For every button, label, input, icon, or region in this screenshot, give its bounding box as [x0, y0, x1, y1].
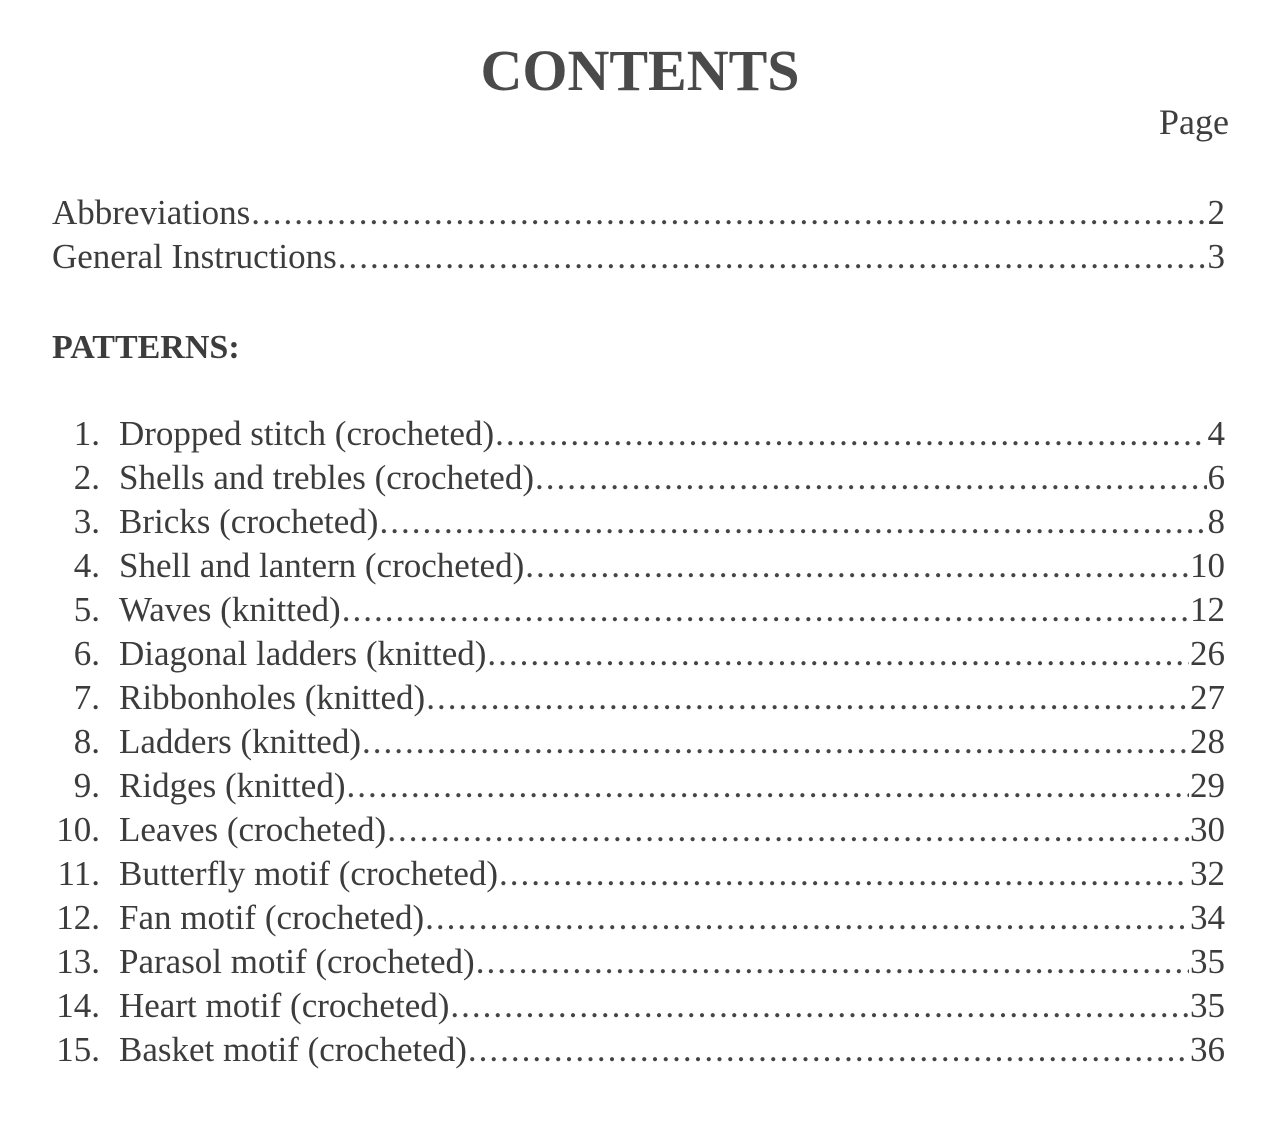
toc-entry-pattern[interactable] [0, 588, 1280, 632]
toc-entry-line [52, 235, 1225, 279]
toc-entry-number: 5. [73, 590, 100, 629]
toc-entry-page: 27 [1190, 678, 1225, 717]
toc-entry-number: 7. [73, 678, 100, 717]
toc-entry-title: Shells and trebles (crocheted) [119, 458, 534, 497]
toc-entry-number: 2. [73, 458, 100, 497]
toc-entry-line [119, 632, 1225, 676]
toc-entry-number: 15. [56, 1030, 100, 1069]
toc-entry-line [52, 191, 1225, 235]
toc-entry-page: 4 [1207, 414, 1225, 453]
toc-entry-title: General Instructions [52, 237, 337, 276]
toc-entry-title: Leaves (crocheted) [119, 810, 387, 849]
toc-entry-pattern[interactable] [0, 456, 1280, 500]
toc-entry-number: 14. [56, 986, 100, 1025]
toc-entry-line [119, 984, 1225, 1028]
toc-entry-page: 3 [1207, 237, 1225, 276]
toc-entry-number: 3. [73, 502, 100, 541]
toc-entry-line [119, 940, 1225, 984]
toc-entry-number: 10. [56, 810, 100, 849]
toc-entry-title: Dropped stitch (crocheted) [119, 414, 495, 453]
toc-entry-pattern[interactable] [0, 632, 1280, 676]
toc-entry-page: 2 [1207, 193, 1225, 232]
toc-entry-page: 12 [1190, 590, 1225, 629]
dot-leader [338, 235, 1207, 279]
toc-entry-line [119, 456, 1225, 500]
dot-leader [387, 808, 1189, 852]
dot-leader [499, 852, 1189, 896]
toc-entry-line [119, 588, 1225, 632]
toc-entry-number: 13. [56, 942, 100, 981]
dot-leader [379, 500, 1206, 544]
toc-entry-number: 8. [73, 722, 100, 761]
toc-entry-pattern[interactable] [0, 852, 1280, 896]
toc-entry-page: 29 [1190, 766, 1225, 805]
toc-entry-title: Ribbonholes (knitted) [119, 678, 426, 717]
toc-entry-pattern[interactable] [0, 984, 1280, 1028]
dot-leader [251, 191, 1206, 235]
toc-entry-title: Waves (knitted) [119, 590, 341, 629]
toc-entry-pattern[interactable] [0, 412, 1280, 456]
toc-entry-number: 6. [73, 634, 100, 673]
toc-entry-pattern[interactable] [0, 544, 1280, 588]
toc-entry-line [119, 808, 1225, 852]
dot-leader [487, 632, 1189, 676]
dot-leader [362, 720, 1189, 764]
toc-entry-title: Diagonal ladders (knitted) [119, 634, 487, 673]
toc-entry-title: Ladders (knitted) [119, 722, 361, 761]
toc-entry-number: 1. [73, 414, 100, 453]
page-title: CONTENTS [480, 38, 800, 103]
dot-leader [426, 676, 1189, 720]
dot-leader [525, 544, 1189, 588]
dot-leader [476, 940, 1189, 984]
toc-entry-title: Ridges (knitted) [119, 766, 346, 805]
toc-entry-title: Basket motif (crocheted) [119, 1030, 467, 1069]
toc-entry-general-instructions[interactable] [0, 235, 1280, 279]
dot-leader [495, 412, 1206, 456]
toc-entry-title: Bricks (crocheted) [119, 502, 379, 541]
toc-entry-number: 4. [73, 546, 100, 585]
toc-entry-page: 28 [1190, 722, 1225, 761]
toc-entry-pattern[interactable] [0, 896, 1280, 940]
toc-entry-pattern[interactable] [0, 676, 1280, 720]
dot-leader [450, 984, 1189, 1028]
toc-entry-pattern[interactable] [0, 764, 1280, 808]
dot-leader [425, 896, 1189, 940]
toc-entry-page: 32 [1190, 854, 1225, 893]
toc-entry-line [119, 412, 1225, 456]
toc-entry-number: 11. [57, 854, 100, 893]
toc-entry-line [119, 720, 1225, 764]
toc-entry-line [119, 764, 1225, 808]
toc-entry-pattern[interactable] [0, 500, 1280, 544]
toc-entry-title: Fan motif (crocheted) [119, 898, 425, 937]
toc-entry-page: 34 [1190, 898, 1225, 937]
toc-entry-line [119, 852, 1225, 896]
toc-entry-title: Heart motif (crocheted) [119, 986, 450, 1025]
toc-entry-page: 10 [1190, 546, 1225, 585]
toc-entry-line [119, 544, 1225, 588]
dot-leader [535, 456, 1207, 500]
toc-entry-page: 30 [1190, 810, 1225, 849]
dot-leader [468, 1028, 1189, 1072]
toc-entry-title: Parasol motif (crocheted) [119, 942, 475, 981]
toc-entry-title: Abbreviations [52, 193, 251, 232]
toc-entry-line [119, 1028, 1225, 1072]
toc-entry-page: 35 [1190, 942, 1225, 981]
toc-entry-abbreviations[interactable] [0, 191, 1280, 235]
dot-leader [347, 764, 1190, 808]
toc-entry-pattern[interactable] [0, 720, 1280, 764]
toc-entry-page: 6 [1207, 458, 1225, 497]
toc-entry-line [119, 676, 1225, 720]
toc-entry-title: Butterfly motif (crocheted) [119, 854, 499, 893]
toc-entry-number: 12. [56, 898, 100, 937]
toc-entry-line [119, 896, 1225, 940]
toc-entry-title: Shell and lantern (crocheted) [119, 546, 525, 585]
toc-entry-number: 9. [73, 766, 100, 805]
toc-entry-page: 35 [1190, 986, 1225, 1025]
page-column-label: Page [1159, 102, 1229, 142]
toc-entry-pattern[interactable] [0, 1028, 1280, 1072]
toc-entry-line [119, 500, 1225, 544]
toc-entry-page: 26 [1190, 634, 1225, 673]
dot-leader [342, 588, 1189, 632]
toc-entry-page: 36 [1190, 1030, 1225, 1069]
toc-entry-pattern[interactable] [0, 808, 1280, 852]
toc-entry-page: 8 [1207, 502, 1225, 541]
toc-entry-pattern[interactable] [0, 940, 1280, 984]
patterns-heading: PATTERNS: [52, 329, 240, 366]
